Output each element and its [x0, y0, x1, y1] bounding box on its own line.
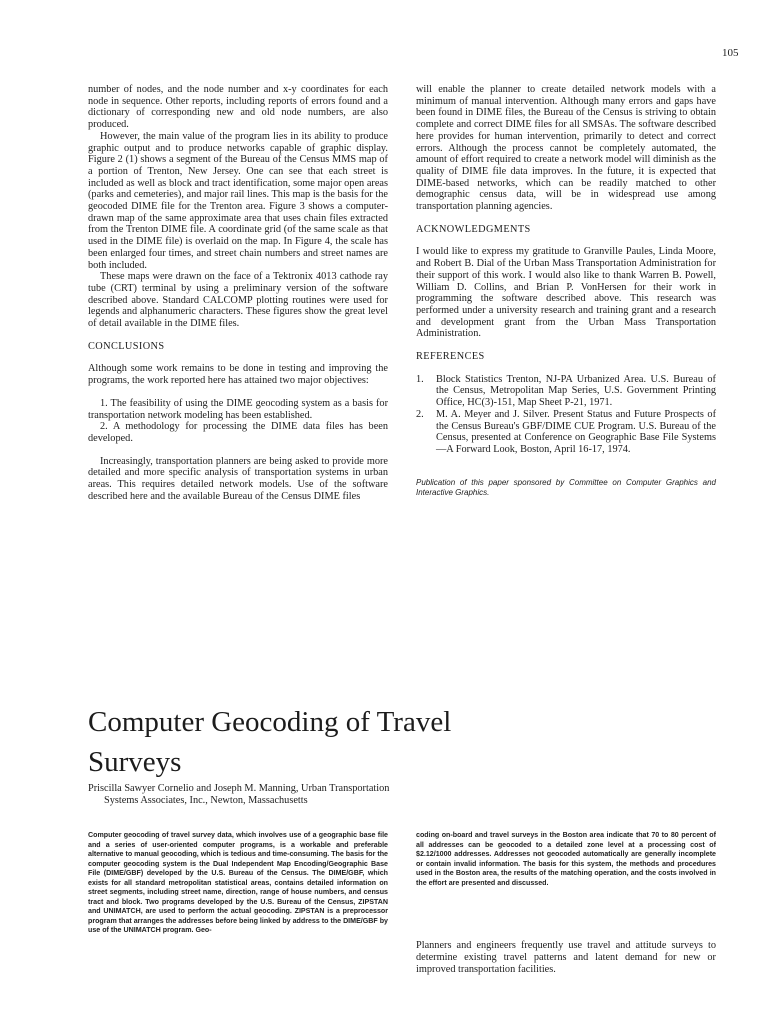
title-line: Surveys [88, 746, 182, 778]
reference-item [416, 374, 716, 409]
acknowledgments-text: I would like to express my gratitude to Granville Paules, Linda Moore, and Robert B. Dial of the Urban Mass Transportation Administration for their support of this work. I would also like to thank Warren B. Powell, William D. Collins, and Brian P. VonHersen for their work in programming the software described above. This research was performed under a university research and training grant and a research and development grant from the Urban Mass Transportation Administration. [416, 246, 716, 340]
abstract-text: coding on-board and travel surveys in the Boston area indicate that 70 to 80 percent of all addresses can be geocoded to a detailed zone level at a processing cost of $2.12/1000 addresses. Addresses not geocoded automatically are generally incomplete or contain invalid information. The basis for this system, the methods and procedures used in the Boston area, the results of the matching operation, and the costs involved in the effort are presented and discussed. [416, 831, 716, 887]
paragraph: 2. A methodology for processing the DIME data files has been developed. [88, 421, 388, 444]
reference-text: M. A. Meyer and J. Silver. Present Status and Future Prospects of the Census Bureau's GBF/DIME CUE Program. U.S. Bureau of the Census, presented at Conference on Geographic Base File Systems—A Forward Look, Boston, April 16-17, 1974. [436, 408, 716, 455]
author-byline [88, 783, 728, 807]
title-line: Computer Geocoding of Travel [88, 706, 452, 738]
reference-item [416, 409, 716, 456]
author-affiliation: Systems Associates, Inc., Newton, Massachusetts [104, 795, 308, 806]
reference-list [416, 374, 716, 456]
paragraph: However, the main value of the program lies in its ability to produce graphic output and to produce networks capable of graphic display. Figure 2 (1) shows a segment of the Bureau of the Census MMS map of a portion of Trenton, New Jersey. One can see that each street is included as well as block and tract identification, some major open areas (parks and cemeteries), and major rail lines. This map is the basis for the geocoded DIME file for the Trenton area. Figure 3 shows a computer-drawn map of the same approximate area that uses chain files extracted from the Trenton DIME file. A coordinate grid (of the same scale as that used in the DIME file) is overlaid on the map. In Figure 4, the scale has been enlarged four times, and street chain numbers and street names are both included. [88, 130, 388, 271]
reference-number: 2. [416, 408, 424, 420]
paragraph: Increasingly, transportation planners are being asked to provide more detailed and more specific analysis of transportation systems in urban areas. This requires detailed network models. Use of the software described here and the available Bureau of the Census DIME files [88, 455, 388, 502]
abstract-text: Computer geocoding of travel survey data, which involves use of a geographic base file and a series of user-oriented computer programs, is a workable and preferable alternative to manual geocoding, which is tedious and time-consuming. The basis for the computer geocoding system is the Dual Independent Map Encoding/Geographic Base File (DIME/GBF) developed by the U.S. Bureau of the Census. The DIME/GBF, which exists for all standard metropolitan statistical areas, contains detailed information on street segments, including street name, direction, range of house numbers, and census tract and block. Two programs developed by the U.S. Bureau of the Census, ZIPSTAN and UNIMATCH, are used to perform the actual geocoding. ZIPSTAN is a preprocessor program that arranges the addresses before being linked by address to the DIME/GBF by use of the UNIMATCH program. Geo- [88, 831, 388, 934]
paragraph: These maps were drawn on the face of a Tektronix 4013 cathode ray tube (CRT) terminal by using a preliminary version of the software described above. Standard CALCOMP plotting routines were used for legends and alphanumeric characters. These figures show the great level of detail available in the DIME files. [88, 271, 388, 330]
abstract-left [88, 831, 388, 936]
sponsor-credit: Publication of this paper sponsored by Committee on Computer Graphics and Interactive Graphics. [416, 477, 716, 497]
author-names: Priscilla Sawyer Cornelio and Joseph M. Manning, Urban Transportation [88, 783, 390, 794]
reference-text: Block Statistics Trenton, NJ-PA Urbanized Area. U.S. Bureau of the Census, Metropolitan Map Series, U.S. Government Printing Office, HC(3)-151, Map Sheet P-21, 1971. [436, 373, 716, 409]
paragraph: 1. The feasibility of using the DIME geocoding system as a basis for transportation network modeling has been established. [88, 397, 388, 421]
conclusions-heading: CONCLUSIONS [88, 340, 165, 352]
article-title [88, 702, 688, 782]
acknowledgments-heading: ACKNOWLEDGMENTS [416, 223, 531, 235]
body-paragraph: Planners and engineers frequently use travel and attitude surveys to determine existing travel patterns and latent demand for new or improved transportation facilities. [416, 940, 716, 975]
paragraph: number of nodes, and the node number and x-y coordinates for each node in sequence. Other reports, including reports of errors found and a dictionary of corresponding new and old node numbers, are also produced. [88, 84, 388, 131]
page-number: 105 [722, 47, 739, 59]
abstract-right [416, 831, 716, 888]
paragraph: Although some work remains to be done in testing and improving the programs, the work reported here has attained two major objectives: [88, 363, 388, 387]
right-column [416, 84, 716, 498]
reference-number: 1. [416, 373, 424, 385]
left-column [88, 84, 388, 503]
paragraph: will enable the planner to create detailed network models with a minimum of manual intervention. Although many errors and gaps have been found in DIME files, the Bureau of the Census is striving to obtain complete and correct DIME files for all SMSAs. The software described here provides for human intervention, primarily to detect and correct errors. Although the process cannot be completely automated, the amount of effort required to create a network model will diminish as the quality of DIME file data improves. In the future, it is expected that DIME-based networks, which can be readily matched to other demographic census data, will be in widespread use among transportation planning agencies. [416, 84, 716, 213]
references-heading: REFERENCES [416, 351, 485, 363]
